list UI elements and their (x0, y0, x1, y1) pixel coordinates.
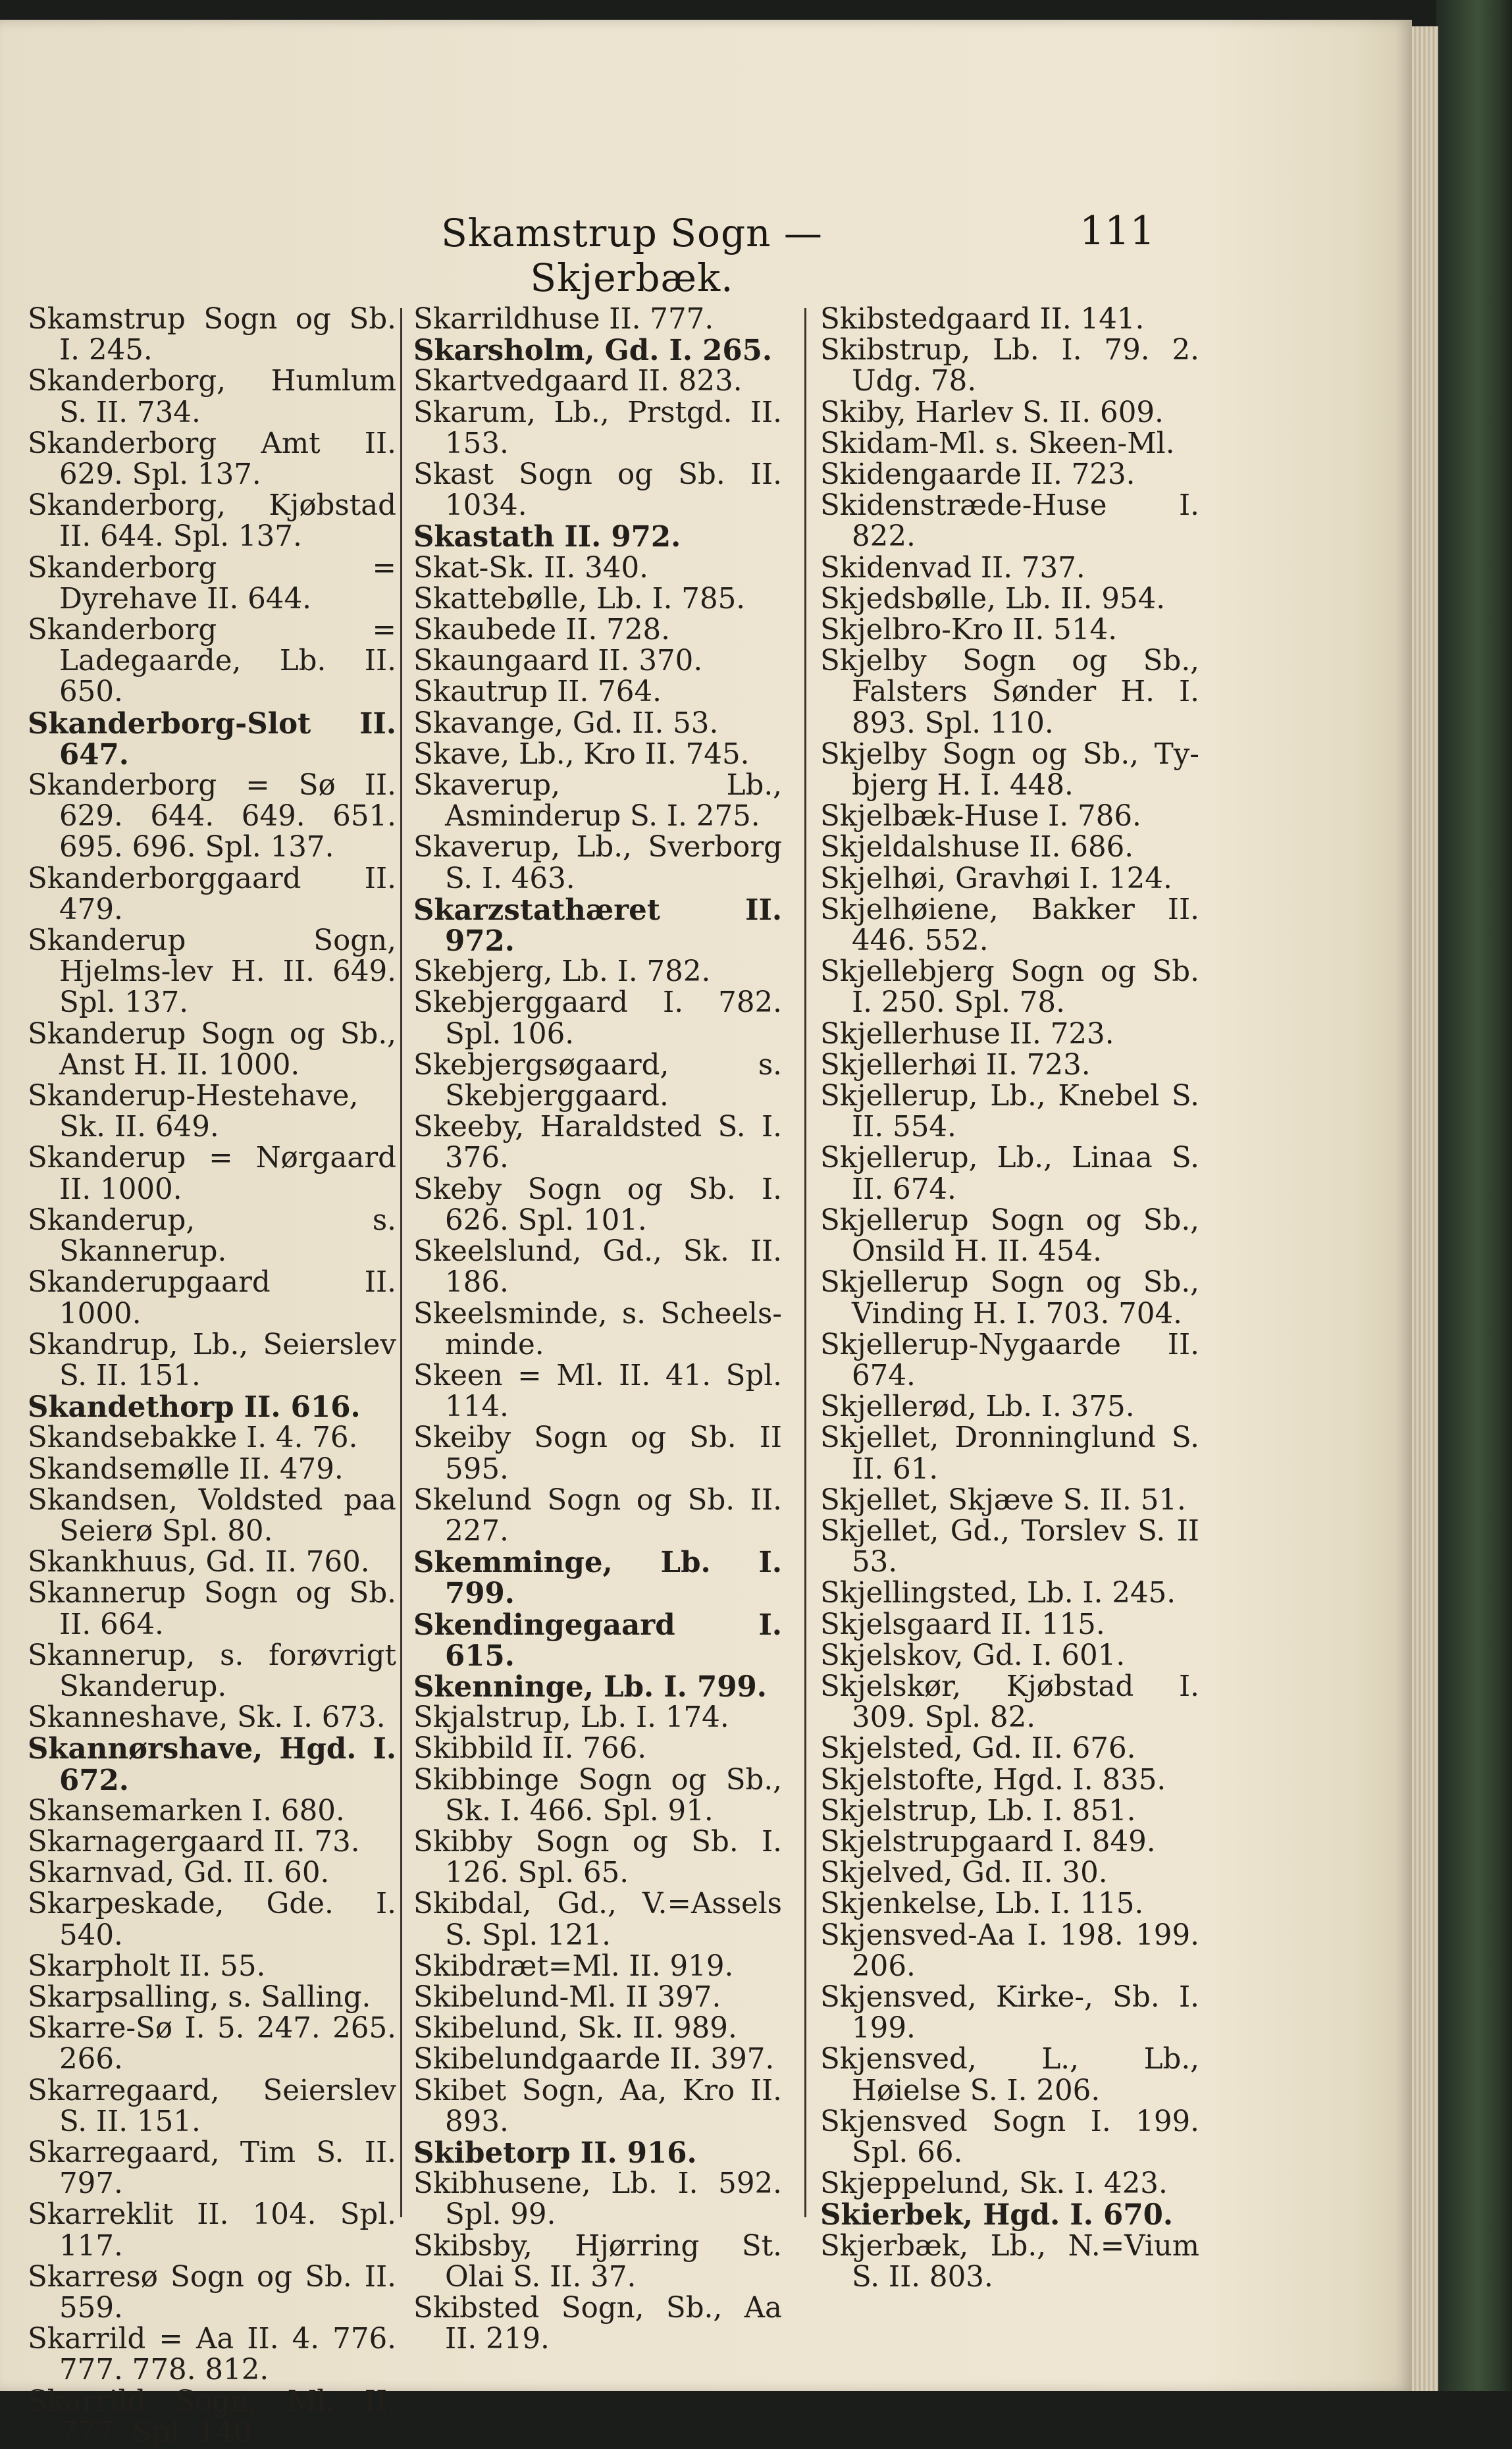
index-entry: Skiby, Harlev S. II. 609. (820, 396, 1164, 429)
index-entry: Skanderborg = Sø II. 629. 644. 649. 651. 695. 696. Spl. 137. (28, 769, 396, 864)
index-entry: Skanderup Sogn, Hjelms-lev H. II. 649. Spl. 137. (28, 924, 396, 1020)
index-entry: Skjellerup Sogn og Sb., Onsild H. II. 454. (820, 1203, 1199, 1269)
index-entry: Skjelbro-Kro II. 514. (820, 614, 1118, 647)
index-entry: Skjellerup-Nygaarde II. 674. (820, 1328, 1199, 1392)
index-entry: Skibbild II. 766. (413, 1732, 647, 1766)
index-entry: Skjellerup Sogn og Sb., Vinding H. I. 703. 704. (820, 1266, 1199, 1330)
index-entry: Skibsby, Hjørring St. Olai S. II. 37. (413, 2229, 782, 2294)
index-entry: Skibelund, Sk. II. 989. (413, 2012, 737, 2045)
index-entry: Skjelbæk-Huse I. 786. (820, 800, 1141, 833)
index-entry: Skjensved, Kirke-, Sb. I. 199. (820, 1980, 1199, 2045)
index-entry: Skibstedgaard II. 141. (820, 303, 1145, 336)
index-entry: Skaverup, Lb., Sverborg S. I. 463. (413, 831, 782, 895)
index-entry: Skannerup, s. forøvrigt Skanderup. (28, 1639, 396, 1703)
index-entry: Skattebølle, Lb. I. 785. (413, 582, 746, 616)
index-entry: Skanderup-Hestehave, Sk. II. 649. (28, 1080, 359, 1144)
index-entry: Skaungaard II. 370. (413, 645, 703, 678)
index-entry: Skanderup Sogn og Sb., Anst H. II. 1000. (28, 1017, 396, 1082)
index-column-2 (413, 304, 782, 2355)
index-entry: Skjelsted, Gd. II. 676. (820, 1732, 1136, 1766)
index-entry: Skemminge, Lb. I. 799. (413, 1546, 782, 1611)
page-header (0, 198, 1412, 300)
index-entry: Skannerup Sogn og Sb. II. 664. (28, 1577, 396, 1641)
index-entry: Skave, Lb., Kro II. 745. (413, 737, 750, 771)
index-entry: Skanderborg, Humlum S. II. 734. (28, 365, 396, 429)
index-entry: Skandrup, Lb., Seierslev S. II. 151. (28, 1328, 396, 1392)
index-entry: Skjeppelund, Sk. I. 423. (820, 2167, 1168, 2201)
index-entry: Skjellerød, Lb. I. 375. (820, 1390, 1135, 1424)
index-entry: Skavange, Gd. II. 53. (413, 706, 719, 740)
index-entry: Skankhuus, Gd. II. 760. (28, 1546, 370, 1579)
index-column-1 (28, 304, 396, 2448)
page-edges (1412, 26, 1438, 2391)
index-entry: Skelund Sogn og Sb. II. 227. (413, 1483, 782, 1548)
index-entry: Skjelskov, Gd. I. 601. (820, 1639, 1126, 1672)
index-entry: Skjellerup, Lb., Linaa S. II. 674. (820, 1142, 1199, 1206)
index-entry: Skarrild = Aa II. 4. 776. 777. 778. 812. (28, 2323, 396, 2387)
index-entry: Skeby Sogn og Sb. I. 626. Spl. 101. (413, 1172, 782, 1237)
index-entry: Skeelsminde, s. Scheels-minde. (413, 1297, 782, 1361)
index-entry: Skarpholt II. 55. (28, 1949, 266, 1983)
index-entry: Skarrildhuse II. 777. (413, 303, 714, 336)
index-entry: Skastath II. 972. (413, 520, 681, 554)
index-entry: Skibelundgaarde II. 397. (413, 2043, 775, 2076)
running-head: Skamstrup Sogn — Skjerbæk. (441, 211, 823, 300)
index-entry: Skarre-Sø I. 5. 247. 265. 266. (28, 2012, 396, 2076)
index-entry: Skibetorp II. 916. (413, 2136, 697, 2170)
index-entry: Skanderup, s. Skannerup. (28, 1203, 396, 1269)
index-entry: Skjensved Sogn I. 199. Spl. 66. (820, 2105, 1199, 2169)
index-entry: Skanderborg, Kjøbstad II. 644. Spl. 137. (28, 489, 396, 554)
index-entry: Skat-Sk. II. 340. (413, 551, 648, 585)
index-entry: Skidam-Ml. s. Skeen-Ml. (820, 427, 1175, 460)
index-entry: Skeiby Sogn og Sb. II 595. (413, 1421, 782, 1486)
index-entry: Skarreklit II. 104. Spl. 117. (28, 2198, 396, 2263)
index-entry: Skjelstrupgaard I. 849. (820, 1825, 1156, 1858)
index-entry: Skjellerhøi II. 723. (820, 1048, 1091, 1082)
column-divider (400, 308, 402, 2217)
index-entry: Skjensved, L., Lb., Høielse S. I. 206. (820, 2043, 1199, 2107)
index-entry: Skeeby, Haraldsted S. I. 376. (413, 1111, 782, 1175)
index-entry: Skjelby Sogn og Sb., Ty-bjerg H. I. 448. (820, 737, 1199, 803)
index-entry: Skamstrup Sogn og Sb. I. 245. (28, 303, 396, 367)
index-entry: Skarnagergaard II. 73. (28, 1825, 360, 1858)
index-entry: Skarpeskade, Gde. I. 540. (28, 1887, 396, 1952)
index-entry: Skandsemølle II. 479. (28, 1452, 344, 1486)
book-cover-edge (1436, 0, 1512, 2391)
index-entry: Skanderborg = Dyrehave II. 644. (28, 551, 396, 616)
index-entry: Skanderup = Nørgaard II. 1000. (28, 1142, 396, 1206)
index-entry: Skjeldalshuse II. 686. (820, 831, 1134, 864)
index-entry: Skibdræt=Ml. II. 919. (413, 1949, 734, 1983)
index-entry: Skarresø Sogn og Sb. II. 559. (28, 2260, 396, 2325)
index-entry: Skjelhøi, Gravhøi I. 124. (820, 862, 1172, 895)
index-entry: Skidenvad II. 737. (820, 551, 1085, 585)
index-entry: Skandethorp II. 616. (28, 1390, 361, 1425)
index-entry: Skibsted Sogn, Sb., Aa II. 219. (413, 2292, 782, 2356)
index-entry: Skjelsgaard II. 115. (820, 1608, 1105, 1641)
index-entry: Skjelskør, Kjøbstad I. 309. Spl. 82. (820, 1670, 1199, 1735)
index-entry: Skibdal, Gd., V.=Assels S. Spl. 121. (413, 1887, 782, 1952)
column-divider (804, 308, 806, 2217)
index-entry: Skjensved-Aa I. 198. 199. 206. (820, 1918, 1199, 1983)
index-entry: Skibbinge Sogn og Sb., Sk. I. 466. Spl. 91. (413, 1763, 782, 1828)
page-number: 111 (1080, 208, 1155, 254)
index-entry: Skarum, Lb., Prstgd. II. 153. (413, 396, 782, 460)
index-entry: Skjelstrup, Lb. I. 851. (820, 1794, 1136, 1828)
index-entry: Skjelhøiene, Bakker II. 446. 552. (820, 893, 1199, 958)
index-entry: Skidenstræde-Huse I. 822. (820, 489, 1199, 554)
index-entry: Skarzstathæret II. 972. (413, 893, 782, 959)
index-entry: Skarnvad, Gd. II. 60. (28, 1856, 330, 1890)
index-entry: Skjenkelse, Lb. I. 115. (820, 1887, 1144, 1921)
index-entry: Skjelstofte, Hgd. I. 835. (820, 1763, 1166, 1797)
index-entry: Skandsen, Voldsted paa Seierø Spl. 80. (28, 1483, 396, 1548)
index-entry: Skibet Sogn, Aa, Kro II. 893. (413, 2074, 782, 2138)
index-entry: Skeelslund, Gd., Sk. II. 186. (413, 1235, 782, 1300)
index-entry: Skjellerhuse II. 723. (820, 1017, 1114, 1051)
index-entry: Skjalstrup, Lb. I. 174. (413, 1701, 729, 1735)
index-entry: Skandsebakke I. 4. 76. (28, 1421, 358, 1455)
index-entry: Skjelved, Gd. II. 30. (820, 1856, 1108, 1890)
index-entry: Skjelby Sogn og Sb., Falsters Sønder H. I. 893. Spl. 110. (820, 645, 1199, 740)
index-entry: Skeen = Ml. II. 41. Spl. 114. (413, 1359, 782, 1424)
index-entry: Skartvedgaard II. 823. (413, 365, 743, 398)
index-entry: Skjellet, Dronninglund S. II. 61. (820, 1421, 1199, 1486)
index-entry: Skarsholm, Gd. I. 265. (413, 334, 773, 368)
index-entry: Skaubede II. 728. (413, 614, 670, 647)
index-entry: Skjerbæk, Lb., N.=Vium S. II. 803. (820, 2229, 1199, 2294)
index-entry: Skannørshave, Hgd. I. 672. (28, 1732, 396, 1797)
index-entry: Skarpsalling, s. Salling. (28, 1980, 371, 2014)
index-entry: Skebjergsøgaard, s. Skebjerggaard. (413, 1048, 782, 1113)
index-entry: Skibelund-Ml. II 397. (413, 1980, 721, 2014)
index-entry: Skibhusene, Lb. I. 592. Spl. 99. (413, 2167, 782, 2232)
index-entry: Skarregaard, Tim S. II. 797. (28, 2136, 396, 2201)
index-entry: Skanderupgaard II. 1000. (28, 1266, 396, 1330)
index-entry: Skjellet, Skjæve S. II. 51. (820, 1483, 1186, 1517)
index-entry: Skanderborg-Slot II. 647. (28, 706, 396, 772)
index-entry: Skautrup II. 764. (413, 675, 662, 709)
index-entry: Skebjerggaard I. 782. Spl. 106. (413, 986, 782, 1051)
index-entry: Skjellingsted, Lb. I. 245. (820, 1577, 1176, 1610)
index-entry: Skendingegaard I. 615. (413, 1608, 782, 1673)
book-page (0, 20, 1412, 2449)
index-column-3 (820, 304, 1199, 2293)
index-entry: Skierbek, Hgd. I. 670. (820, 2198, 1173, 2232)
index-entry: Skaverup, Lb., Asminderup S. I. 275. (413, 769, 782, 833)
index-entry: Skibby Sogn og Sb. I. 126. Spl. 65. (413, 1825, 782, 1890)
index-entry: Skarrild Sogn, Ml. II. 777. Spl. 140. (28, 2384, 396, 2449)
index-entry: Skjellerup, Lb., Knebel S. II. 554. (820, 1080, 1199, 1144)
index-entry: Skidengaarde II. 723. (820, 458, 1135, 492)
index-entry: Skebjerg, Lb. I. 782. (413, 955, 711, 989)
index-entry: Skanderborggaard II. 479. (28, 862, 396, 926)
index-entry: Skarregaard, Seierslev S. II. 151. (28, 2074, 396, 2138)
index-entry: Skjellebjerg Sogn og Sb. I. 250. Spl. 78. (820, 955, 1199, 1020)
index-entry: Skenninge, Lb. I. 799. (413, 1670, 767, 1704)
index-entry: Skjellet, Gd., Torslev S. II 53. (820, 1514, 1199, 1579)
index-entry: Skanderborg = Ladegaarde, Lb. II. 650. (28, 614, 396, 709)
index-entry: Skansemarken I. 680. (28, 1794, 345, 1828)
index-entry: Skanneshave, Sk. I. 673. (28, 1701, 386, 1735)
index-entry: Skanderborg Amt II. 629. Spl. 137. (28, 427, 396, 492)
index-entry: Skjedsbølle, Lb. II. 954. (820, 582, 1166, 616)
index-entry: Skast Sogn og Sb. II. 1034. (413, 458, 782, 523)
index-entry: Skibstrup, Lb. I. 79. 2. Udg. 78. (820, 334, 1199, 398)
